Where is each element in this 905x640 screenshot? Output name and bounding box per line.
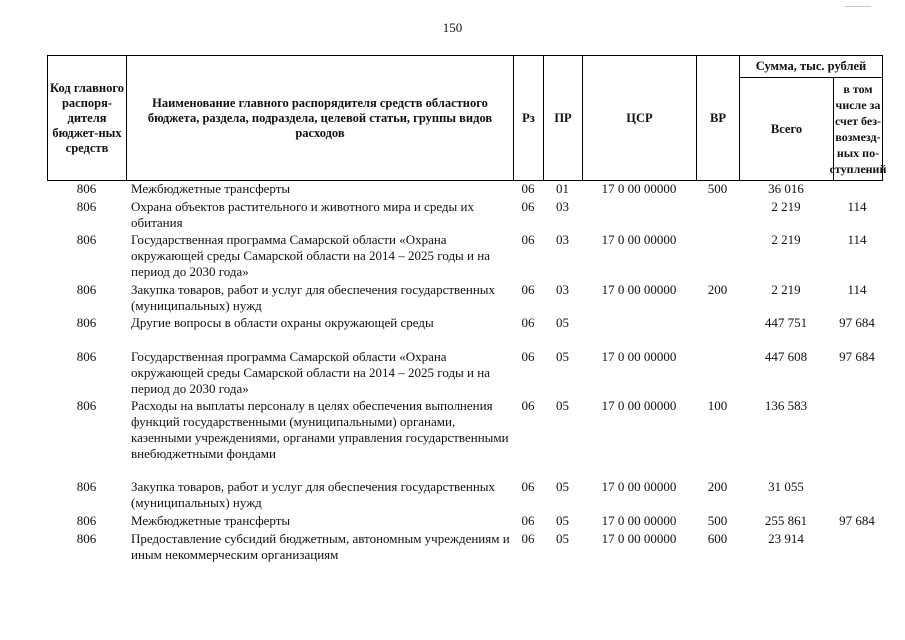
cell-csr: 17 0 00 00000 <box>601 530 677 546</box>
cell-name: Охрана объектов растительного и животного мира и среды их обитания <box>131 198 474 230</box>
table-row <box>47 282 883 316</box>
cell-pr: 05 <box>556 398 569 414</box>
table-row <box>47 181 883 199</box>
cell-code: 806 <box>76 198 97 214</box>
cell-name: Государственная программа Самарской области «Охрана окружающей среды Самарской области на 2014 – 2025 годы и на период до 2030 года» <box>131 348 490 396</box>
header-total: Всего <box>740 78 834 180</box>
cell-pr: 03 <box>556 198 569 214</box>
cell-incl: 114 <box>847 281 867 297</box>
cell-name: Другие вопросы в области охраны окружающей среды <box>131 315 434 331</box>
cell-name: Предоставление субсидий бюджетным, автономным учреждениям и иным некоммерческим организациям <box>131 530 510 562</box>
cell-incl: 97 684 <box>839 512 875 528</box>
table-header <box>47 55 887 181</box>
cell-code: 806 <box>76 315 97 331</box>
cell-code: 806 <box>76 348 97 364</box>
cell-pr: 05 <box>556 315 569 331</box>
cell-vr: 200 <box>707 281 728 297</box>
cell-total: 447 608 <box>764 348 808 364</box>
cell-code: 806 <box>76 479 97 495</box>
cell-code: 806 <box>76 398 97 414</box>
cell-name: Расходы на выплаты персоналу в целях обеспечения выполнения функций государственными (муниципальными) органами, казенными учреждениями, органами управления государственными внебюджетными фондами <box>131 398 509 461</box>
cell-total: 2 219 <box>771 281 801 297</box>
table-row <box>47 349 883 398</box>
header-name: Наименование главного распорядителя средств областного бюджета, раздела, подраздела, целевой статьи, группы видов расходов <box>127 56 514 180</box>
table-row <box>47 199 883 233</box>
cell-rz: 06 <box>521 512 535 528</box>
cell-csr: 17 0 00 00000 <box>601 232 677 248</box>
cell-total: 447 751 <box>764 315 808 331</box>
cell-csr: 17 0 00 00000 <box>601 181 677 196</box>
header-rz: Рз <box>514 56 544 180</box>
cell-csr: 17 0 00 00000 <box>601 512 677 528</box>
cell-code: 806 <box>76 181 97 196</box>
cell-name: Закупка товаров, работ и услуг для обеспечения государственных (муниципальных) нужд <box>131 479 496 511</box>
cell-rz: 06 <box>521 198 535 214</box>
table-row <box>47 398 883 479</box>
cell-csr: 17 0 00 00000 <box>601 398 677 414</box>
table-row <box>47 531 883 580</box>
cell-total: 136 583 <box>764 398 808 414</box>
cell-rz: 06 <box>521 530 535 546</box>
cell-csr: 17 0 00 00000 <box>601 479 677 495</box>
cell-rz: 06 <box>521 232 535 248</box>
cell-csr: 17 0 00 00000 <box>601 281 677 297</box>
cell-rz: 06 <box>521 479 535 495</box>
cell-vr: 600 <box>707 530 728 546</box>
cell-pr: 05 <box>556 512 569 528</box>
cell-total: 255 861 <box>764 512 808 528</box>
cell-rz: 06 <box>521 315 535 331</box>
cell-total: 36 016 <box>768 181 804 196</box>
cell-pr: 03 <box>556 232 569 248</box>
cell-total: 23 914 <box>768 530 804 546</box>
table-row <box>47 232 883 281</box>
cell-rz: 06 <box>521 281 535 297</box>
header-csr: ЦСР <box>583 56 697 180</box>
cell-code: 806 <box>76 232 97 248</box>
cell-total: 2 219 <box>771 198 801 214</box>
cell-rz: 06 <box>521 181 535 196</box>
cell-code: 806 <box>76 512 97 528</box>
cell-name: Государственная программа Самарской области «Охрана окружающей среды Самарской области на 2014 – 2025 годы и на период до 2030 года» <box>131 232 490 279</box>
cell-name: Закупка товаров, работ и услуг для обеспечения государственных (муниципальных) нужд <box>131 281 496 313</box>
cell-incl: 114 <box>847 232 867 248</box>
cell-pr: 05 <box>556 348 569 364</box>
cell-pr: 01 <box>556 181 569 196</box>
cell-incl: 97 684 <box>839 348 875 364</box>
corner-mark <box>845 6 871 7</box>
cell-pr: 05 <box>556 530 569 546</box>
cell-pr: 05 <box>556 479 569 495</box>
header-pr: ПР <box>544 56 583 180</box>
cell-total: 31 055 <box>768 479 804 495</box>
header-vr: ВР <box>697 56 740 180</box>
header-code: Код главного распоря-дителя бюджет-ных средств <box>48 56 127 180</box>
cell-vr: 100 <box>707 398 728 414</box>
cell-csr: 17 0 00 00000 <box>601 348 677 364</box>
cell-name: Межбюджетные трансферты <box>131 512 291 528</box>
cell-incl: 114 <box>847 198 867 214</box>
cell-vr: 200 <box>707 479 728 495</box>
cell-rz: 06 <box>521 348 535 364</box>
cell-code: 806 <box>76 281 97 297</box>
cell-rz: 06 <box>521 398 535 414</box>
cell-vr: 500 <box>707 512 728 528</box>
cell-code: 806 <box>76 530 97 546</box>
cell-pr: 03 <box>556 281 569 297</box>
cell-vr: 500 <box>707 181 728 196</box>
table-row <box>47 479 883 513</box>
table-row <box>47 513 883 531</box>
header-sum: Сумма, тыс. рублей <box>740 56 882 78</box>
cell-incl: 97 684 <box>839 315 875 331</box>
table-body <box>47 181 883 580</box>
table-row <box>47 315 883 349</box>
header-incl: в том числе за счет без-возмезд-ных по-ступлений <box>829 82 887 176</box>
cell-total: 2 219 <box>771 232 801 248</box>
page-number: 150 <box>442 20 463 35</box>
cell-name: Межбюджетные трансферты <box>131 181 291 196</box>
